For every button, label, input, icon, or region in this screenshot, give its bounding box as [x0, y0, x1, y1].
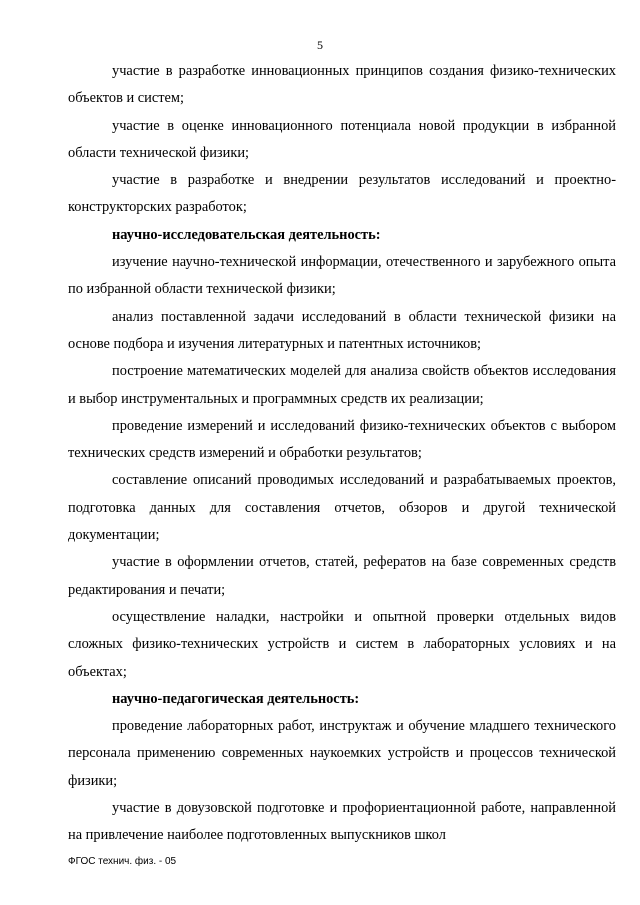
page-number: 5: [317, 38, 323, 52]
paragraph: участие в довузовской подготовке и профориентационной работе, направленной на привлечение наиболее подготовленных выпускников школ: [68, 800, 616, 844]
section-heading: научно-педагогическая деятельность:: [112, 690, 360, 707]
paragraph: участие в оформлении отчетов, статей, рефератов на базе современных средств редактирования и печати;: [68, 554, 616, 598]
paragraph: построение математических моделей для анализа свойств объектов исследования и выбор инструментальных и программных средств их реализации;: [68, 363, 616, 407]
document-footer: ФГОС технич. физ. - 05: [68, 856, 177, 867]
document-body: [68, 58, 616, 850]
paragraph: составление описаний проводимых исследований и разрабатываемых проектов, подготовка данных для составления отчетов, обзоров и другой технической документации;: [68, 472, 616, 544]
paragraph: участие в разработке и внедрении результатов исследований и проектно-конструкторских разработок;: [68, 172, 616, 216]
paragraph: участие в разработке инновационных принципов создания физико-технических объектов и систем;: [68, 63, 616, 107]
paragraph: проведение измерений и исследований физико-технических объектов с выбором технических средств измерений и обработки результатов;: [68, 417, 616, 462]
paragraph: изучение научно-технической информации, отечественного и зарубежного опыта по избранной области технической физики;: [68, 254, 616, 298]
paragraph: анализ поставленной задачи исследований в области технической физики на основе подбора и изучения литературных и патентных источников;: [68, 308, 616, 352]
paragraph: проведение лабораторных работ, инструктаж и обучение младшего технического персонала применению современных наукоемких устройств и процессов технической физики;: [68, 718, 616, 789]
paragraph: осуществление наладки, настройки и опытной проверки отдельных видов сложных физико-технических устройств и систем в лабораторных условиях и на объектах;: [68, 608, 616, 680]
section-heading: научно-исследовательская деятельность:: [112, 226, 381, 243]
paragraph: участие в оценке инновационного потенциала новой продукции в избранной области технической физики;: [68, 117, 616, 161]
